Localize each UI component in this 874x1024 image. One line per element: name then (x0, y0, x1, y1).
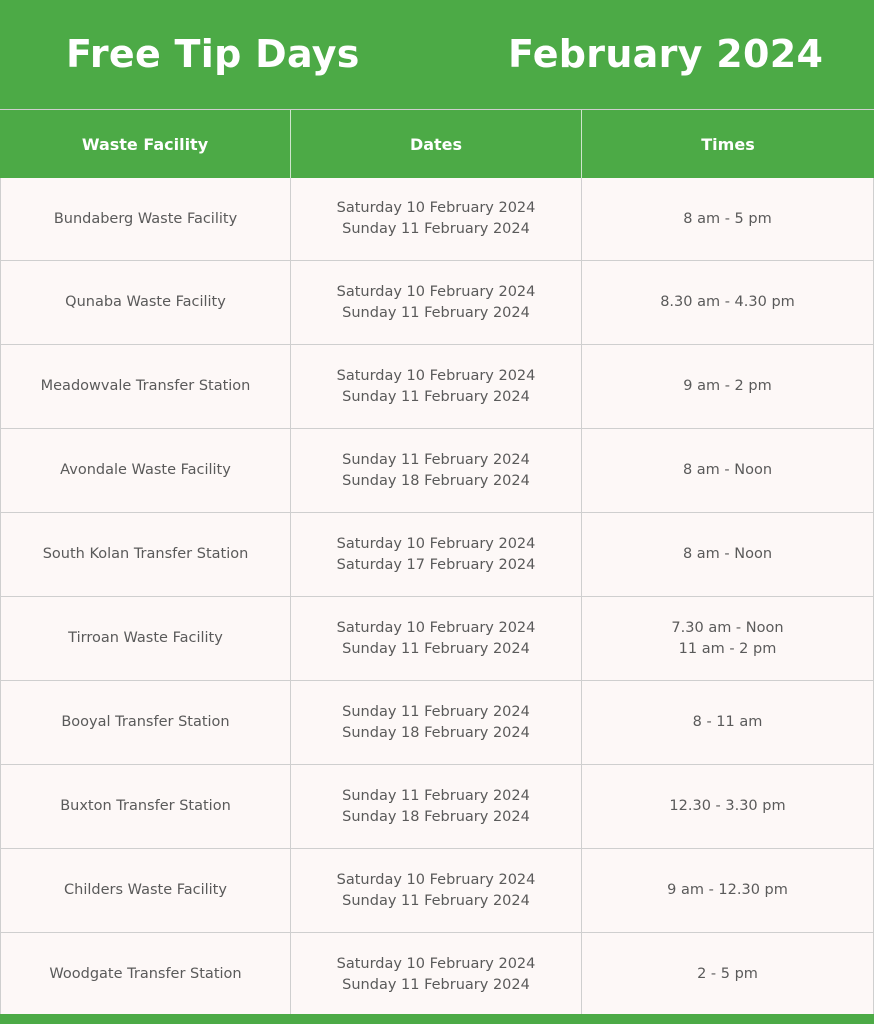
date-line: Sunday 18 February 2024 (342, 472, 530, 489)
facility-cell (0, 849, 291, 932)
dates-cell (291, 429, 582, 512)
facility-name: Buxton Transfer Station (60, 798, 231, 814)
dates-cell (291, 513, 582, 596)
table-header-row (0, 110, 874, 178)
facility-cell (0, 681, 291, 764)
facility-cell (0, 597, 291, 680)
facility-name: Childers Waste Facility (64, 882, 227, 898)
facility-cell (0, 178, 291, 260)
time-line: 12.30 - 3.30 pm (669, 798, 786, 814)
table-row (0, 513, 874, 597)
date-line: Sunday 11 February 2024 (342, 787, 530, 804)
table-row (0, 933, 874, 1017)
time-line: 2 - 5 pm (697, 966, 758, 982)
date-line: Saturday 17 February 2024 (336, 556, 536, 573)
facility-cell (0, 261, 291, 344)
times-cell (582, 261, 874, 344)
column-header-dates: Dates (291, 110, 582, 178)
facility-cell (0, 345, 291, 428)
dates-cell (291, 178, 582, 260)
facility-cell (0, 429, 291, 512)
page-month: February 2024 (508, 32, 824, 76)
times-cell (582, 933, 874, 1016)
facility-name: Meadowvale Transfer Station (40, 378, 251, 394)
facility-name: Avondale Waste Facility (60, 462, 231, 478)
date-line: Sunday 11 February 2024 (342, 388, 530, 405)
dates-cell (291, 261, 582, 344)
facility-cell (0, 933, 291, 1016)
time-line: 8.30 am - 4.30 pm (660, 294, 795, 310)
facility-cell (0, 513, 291, 596)
date-line: Sunday 11 February 2024 (342, 976, 530, 993)
times-cell (582, 178, 874, 260)
time-line: 8 am - Noon (682, 462, 773, 478)
dates-cell (291, 765, 582, 848)
dates-cell (291, 933, 582, 1016)
date-line: Sunday 11 February 2024 (342, 221, 530, 237)
table-row (0, 597, 874, 681)
header-banner (0, 0, 874, 109)
facility-name: Tirroan Waste Facility (68, 630, 223, 646)
time-line: 8 am - Noon (682, 546, 773, 562)
dates-cell (291, 345, 582, 428)
date-line: Sunday 11 February 2024 (342, 892, 530, 909)
times-cell (582, 681, 874, 764)
time-line: 8 - 11 am (692, 714, 763, 730)
dates-cell (291, 597, 582, 680)
table-row (0, 429, 874, 513)
page-title: Free Tip Days (66, 32, 360, 76)
times-cell (582, 429, 874, 512)
date-line: Saturday 10 February 2024 (336, 200, 536, 216)
times-cell (582, 513, 874, 596)
facility-name: South Kolan Transfer Station (42, 546, 249, 562)
facility-cell (0, 765, 291, 848)
table-row (0, 765, 874, 849)
date-line: Saturday 10 February 2024 (336, 871, 536, 888)
table-row (0, 681, 874, 765)
schedule-table (0, 109, 874, 1017)
date-line: Sunday 11 February 2024 (342, 451, 530, 468)
date-line: Saturday 10 February 2024 (336, 535, 536, 552)
date-line: Saturday 10 February 2024 (336, 619, 536, 636)
time-line: 7.30 am - Noon (671, 619, 784, 636)
times-cell (582, 765, 874, 848)
times-cell (582, 597, 874, 680)
facility-name: Bundaberg Waste Facility (53, 210, 238, 227)
facility-name: Booyal Transfer Station (61, 714, 230, 730)
facility-name: Qunaba Waste Facility (65, 294, 226, 310)
time-line: 9 am - 2 pm (683, 378, 772, 394)
date-line: Saturday 10 February 2024 (336, 955, 536, 972)
column-header-facility: Waste Facility (0, 110, 291, 178)
facility-name: Woodgate Transfer Station (49, 966, 242, 982)
date-line: Sunday 11 February 2024 (342, 640, 530, 657)
date-line: Saturday 10 February 2024 (336, 367, 536, 384)
table-row (0, 178, 874, 261)
date-line: Sunday 11 February 2024 (342, 304, 530, 321)
date-line: Sunday 11 February 2024 (342, 703, 530, 720)
date-line: Sunday 18 February 2024 (342, 724, 530, 741)
table-body (0, 178, 874, 1017)
times-cell (582, 849, 874, 932)
footer-bar (0, 1014, 874, 1024)
dates-cell (291, 849, 582, 932)
date-line: Sunday 18 February 2024 (342, 808, 530, 825)
time-line: 8 am - 5 pm (683, 210, 772, 227)
time-line: 11 am - 2 pm (678, 640, 777, 657)
table-row (0, 345, 874, 429)
times-cell (582, 345, 874, 428)
date-line: Saturday 10 February 2024 (336, 283, 536, 300)
table-row (0, 849, 874, 933)
table-row (0, 261, 874, 345)
time-line: 9 am - 12.30 pm (667, 882, 788, 898)
dates-cell (291, 681, 582, 764)
column-header-times: Times (701, 134, 755, 154)
